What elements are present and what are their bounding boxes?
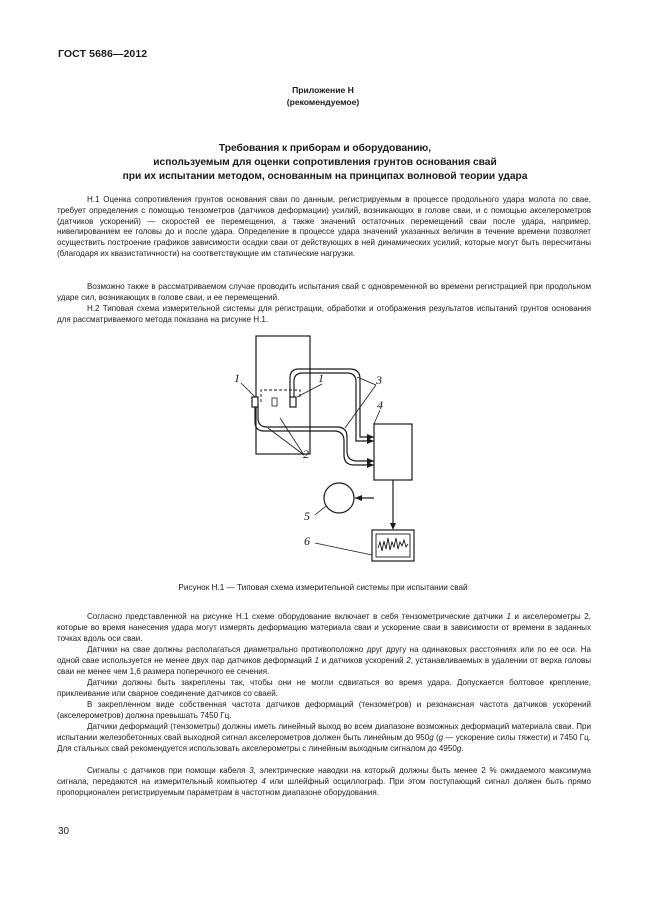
paragraph-sensor-placement: Датчики на свае должны располагаться диаметрально противоположно друг другу на одинаковых расстояниях или по ее оси. На одной свае используется не менее двух пар датчиков деформаций 1 и датчиков ускорений 2, устанавливаемых в удалении от верха головы сваи не менее чем 1,6 размера поперечного ее сечения. xyxy=(57,645,592,676)
figure-caption: Рисунок Н.1 — Типовая схема измерительной системы при испытании свай xyxy=(178,583,468,592)
paragraph-sensor-mounting: Датчики должны быть закреплены так, чтобы они не могли сдвигаться во время удара. Допускается болтовое крепление, приклеивание или сварное соединение датчиков со сваей. xyxy=(57,678,591,698)
section-title-line-1: Требования к приборам и оборудованию, xyxy=(218,143,432,154)
annex-title: Приложение Н xyxy=(292,85,354,95)
sensor-center xyxy=(272,398,277,406)
label-4: 4 xyxy=(377,398,383,412)
standard-header: ГОСТ 5686—2012 xyxy=(58,48,148,60)
measurement-system-diagram xyxy=(0,330,646,575)
label-6: 6 xyxy=(304,534,310,548)
paragraph-signal-cable: Сигналы с датчиков при помощи кабеля 3, электрические наводки на который должны быть менее 2 % ожидаемого максимума сигнала, передаются на измерительный компьютер 4 или шлейфный осциллограф. При этом поступающий сигнал должен быть прямо пропорционален регистрируемым параметрам в частотном диапазоне оборудования. xyxy=(57,766,591,797)
paragraph-n1: Н.1 Оценка сопротивления грунтов основания сваи по данным, регистрируемым в процессе продольного удара молота по свае, требует определения с помощью тензометров (датчиков деформации) усилий, возникающих в голове сваи, и с помощью акселерометров (датчиков ускорений) — скоростей ее перемещения, а также значений остаточных перемещений сваи после удара, например, нивелированием ее головы до и после удара. Определение в процессе удара значений указанных величин в течение времени позволяет осуществить построение графиков зависимости осадки сваи от действующих в ней динамических усилий, которые могут быть пересчитаны (благодаря их квазистатичности) на соответствующие им статические нагрузки. xyxy=(57,195,591,258)
label-5: 5 xyxy=(304,509,310,523)
sensor-left xyxy=(252,397,258,407)
paragraph-sensor-frequency: В закрепленном виде собственная частота датчиков деформаций (тензометров) и резонансная частота датчиков ускорений (акселерометров) должна превышать 7450 Гц. xyxy=(57,700,591,720)
label-1-right: 1 xyxy=(318,371,324,385)
pile-shape xyxy=(256,336,310,454)
paragraph-n2: Н.2 Типовая схема измерительной системы для регистрации, обработки и отображения результатов испытаний грунтов основания для рассматриваемого метода показана на рисунке Н.1. xyxy=(57,304,591,324)
page-number: 30 xyxy=(58,826,70,837)
label-2: 2 xyxy=(303,447,309,461)
computer-box xyxy=(374,424,412,480)
paragraph-linear-output: Датчики деформаций (тензометры) должны иметь линейный выход во всем диапазоне возможных деформаций материала сваи. При испытании железобетонных свай выходной сигнал акселерометров должен быть линейным до 950g (g — ускорение силы тяжести) и 7450 Гц. Для стальных свай рекомендуется использовать акселерометры с линейным выходным сигналом до 4950g. xyxy=(57,722,592,753)
annex-status: (рекомендуемое) xyxy=(286,97,360,107)
section-title-line-3: при их испытании методом, основанным на принципах волновой теории удара xyxy=(122,171,528,182)
paragraph-equipment: Согласно представленной на рисунке Н.1 схеме оборудование включает в себя тензометрические датчики 1 и акселерометры 2, которые во время нанесения удара могут измерять деформацию материала сваи и ускорение сваи в зависимости от времени в заданных точках вдоль оси сваи. xyxy=(57,612,591,643)
paragraph-n1-cont: Возможно также в рассматриваемом случае проводить испытания свай с одновременной во времени регистрацией при продольном ударе сил, возникающих в голове сваи, и ее перемещений. xyxy=(57,282,591,302)
label-3: 3 xyxy=(376,373,382,387)
indicator-circle xyxy=(324,483,354,513)
section-title-line-2: используемым для оценки сопротивления грунтов основания свай xyxy=(153,157,497,168)
sensor-right xyxy=(290,397,296,407)
label-1-left: 1 xyxy=(234,371,240,385)
